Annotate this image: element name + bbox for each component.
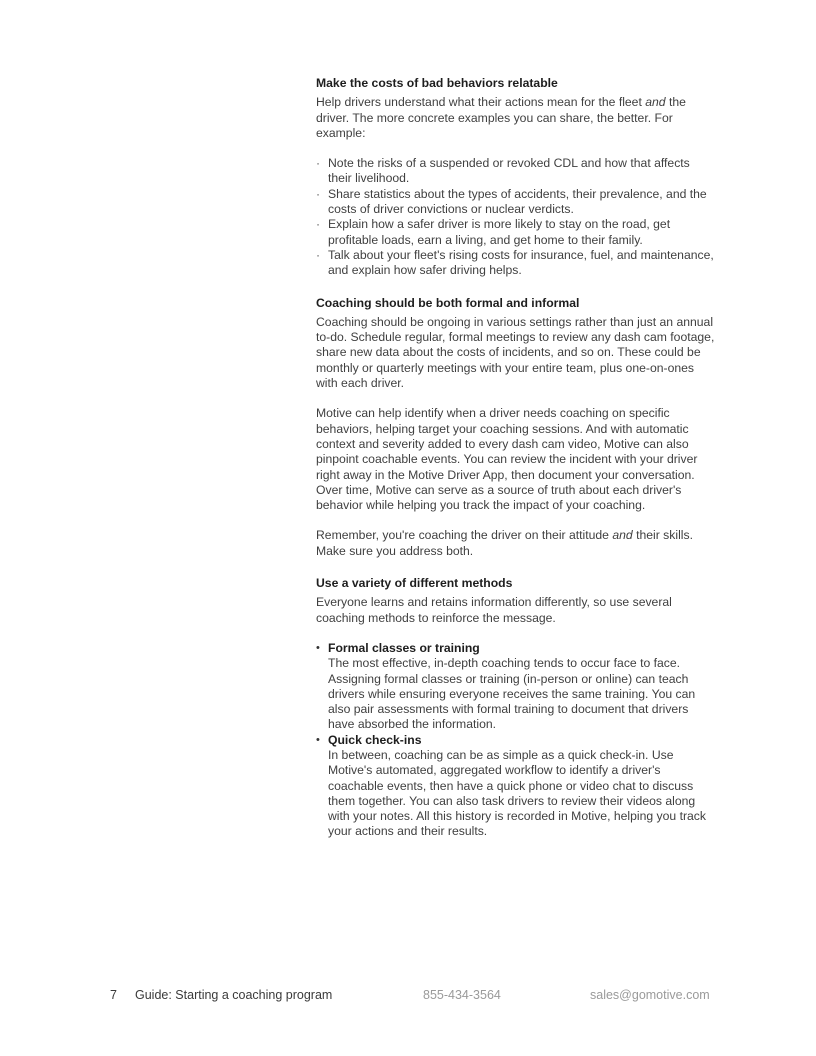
document-body: [316, 76, 716, 840]
page-number: 7: [110, 988, 117, 1002]
paragraph-emphasis: and: [612, 528, 633, 543]
list-item: · Explain how a safer driver is more likely to stay on the road, get profitable loads, earn a living, and get home to their family.: [316, 217, 716, 248]
section-intro: Everyone learns and retains information differently, so use several coaching methods to reinforce the message.: [316, 595, 672, 625]
intro-text: the driver. The more concrete examples you can share, the better. For example:: [316, 95, 686, 140]
section-intro: [316, 95, 716, 141]
list-item: · Note the risks of a suspended or revoked CDL and how that affects their livelihood.: [316, 156, 716, 187]
examples-list: [316, 156, 716, 278]
paragraph-text: Remember, you're coaching the driver on their attitude: [316, 528, 613, 543]
intro-emphasis: and: [645, 95, 666, 110]
paragraph: [316, 528, 716, 559]
page-footer: [0, 988, 816, 1004]
list-item: · Talk about your fleet's rising costs for insurance, fuel, and maintenance, and explain how safer driving helps.: [316, 248, 716, 279]
section-methods: [316, 576, 716, 840]
methods-list: [316, 641, 716, 840]
section-heading: Make the costs of bad behaviors relatable: [316, 76, 558, 90]
document-title: Guide: Starting a coaching program: [135, 988, 333, 1002]
section-formal-informal: [316, 296, 716, 559]
list-item-title: • Quick check-ins: [328, 732, 422, 747]
paragraph: Motive can help identify when a driver needs coaching on specific behaviors, helping target your coaching sessions. And with automatic context and severity added to every dash cam video, Motive can also pinpoint coachable events. You can review the incident with your driver right away in the Motive Driver App, then document your conversation. Over time, Motive can serve as a source of truth about each driver's behavior while helping you track the impact of your coaching.: [316, 406, 698, 513]
list-item: [316, 733, 716, 840]
section-heading: Coaching should be both formal and informal: [316, 295, 580, 310]
email-address: sales@gomotive.com: [590, 988, 710, 1002]
section-costs: [316, 76, 716, 279]
list-item-body: In between, coaching can be as simple as a quick check-in. Use Motive's automated, aggregated workflow to identify a driver's coachable events, then have a quick phone or video chat to discuss them together. You can also task drivers to review their videos along with your notes. All this history is recorded in Motive, helping you track your actions and their results.: [328, 747, 706, 839]
list-item-title: • Formal classes or training: [328, 640, 480, 655]
list-item: [316, 641, 716, 733]
paragraph-text: their skills. Make sure you address both.: [316, 528, 693, 558]
list-item: · Share statistics about the types of accidents, their prevalence, and the costs of driver convictions or nuclear verdicts.: [316, 187, 716, 218]
paragraph: Coaching should be ongoing in various settings rather than just an annual to-do. Schedule regular, formal meetings to review any dash cam footage, share new data about the costs of incidents, and so on. These could be monthly or quarterly meetings with your entire team, plus one-on-ones with each driver.: [316, 314, 715, 391]
phone-number: 855-434-3564: [423, 988, 501, 1002]
section-heading: Use a variety of different methods: [316, 576, 513, 591]
list-item-body: The most effective, in-depth coaching tends to occur face to face. Assigning formal classes or training (in-person or online) can teach drivers while ensuring everyone receives the same training. You can also pair assessments with formal training to document that drivers have absorbed the information.: [328, 656, 696, 732]
intro-text: Help drivers understand what their actions mean for the fleet: [316, 95, 646, 110]
